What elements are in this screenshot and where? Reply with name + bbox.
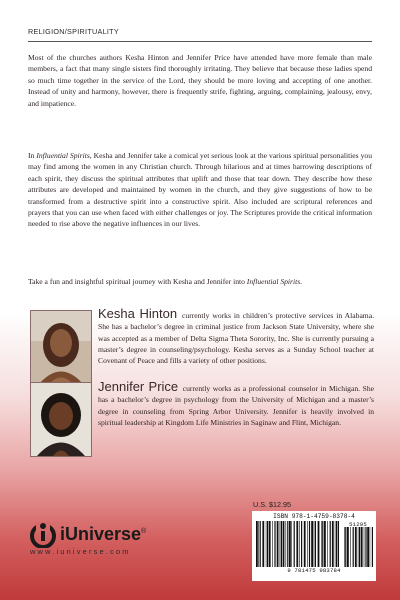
author-photo-kesha [30,310,92,385]
isbn-number: ISBN 978-1-4759-8378-4 [273,513,355,520]
text-run: In [28,151,37,160]
author-bio-text: currently works as a professional counselor in Michigan. She has a bachelor’s degree in psychology from the University of Michigan and a master’s degree in counseling from Spring Arbor University. Jennifer is heavily involved in spiritual leadership at Kingdom Life Ministries in Saginaw and Flint, Michigan. [98,384,375,427]
publisher-name [60,524,146,545]
author-name-jennifer: Jennifer Price [98,379,179,394]
barcode-main-icon [255,521,339,567]
barcode-addon-icon [343,527,373,567]
barcode-digits: 9 781475 983784 [287,567,341,574]
publisher-logo [28,522,168,562]
price-label: U.S. $12.95 [253,500,291,509]
category-label: RELIGION/SPIRITUALITY [28,27,119,36]
registered-mark: ® [141,528,147,535]
publisher-website: www.iuniverse.com [30,547,131,556]
author-name-kesha: Kesha Hinton [98,306,178,321]
description-paragraph-2 [28,150,372,230]
iuniverse-logo-icon [28,522,58,548]
author-bio-kesha [98,308,374,366]
text-run: Take a fun and insightful spiritual journey with Kesha and Jennifer into [28,277,247,286]
author-photo-jennifer [30,382,92,457]
publisher-name-text: iUniverse [60,524,142,544]
description-paragraph-3 [28,276,372,287]
isbn-barcode [252,511,376,581]
divider [28,41,372,42]
book-title-italic: Influential Spirits [36,151,90,160]
barcode-addon-digits: 51295 [349,521,367,528]
text-run: , Kesha and Jennifer take a comical yet serious look at the various spiritual personalities you may find among the women in any Christian church. Through hilarious and at times harrowing descriptions of each spirit, they discuss the spiritual attributes that uplift and those that tear down. They describe how these attributes are developed and maintained by women in the church, and they give suggestions of how to be transformed from a destructive spirit into a constructive spirit. Also included are scriptural references and prayers that you can use when faced with either challenges or joy. The Scriptures provide the critical information needed to rise above the negative influences in our lives. [28,151,372,229]
text-run: . [300,277,303,286]
description-paragraph-1: Most of the churches authors Kesha Hinton and Jennifer Price have attended have more female than male members, a fact that many single sisters find thoroughly irritating. They believe that because these ladies spend so much time together in the service of the Lord, they should be more loving and accepting of one another. Instead of unity and harmony, however, there is frequently strife, fighting, arguing, complaining, jealousy, envy, and impatience. [28,53,372,108]
book-title-italic: Influential Spirits [246,277,301,286]
author-bio-text: currently works in children’s protective services in Alabama. She has a bachelor’s degree in criminal justice from Jackson State University, where she was accepted as a member of Delta Sigma Theta Sorority, Inc. She is currently pursuing a master’s degree in counseling/psychology. Kesha serves as a Sunday School teacher at Covenant of Peace and fills a variety of other positions. [98,311,374,366]
author-bio-jennifer [98,381,374,428]
